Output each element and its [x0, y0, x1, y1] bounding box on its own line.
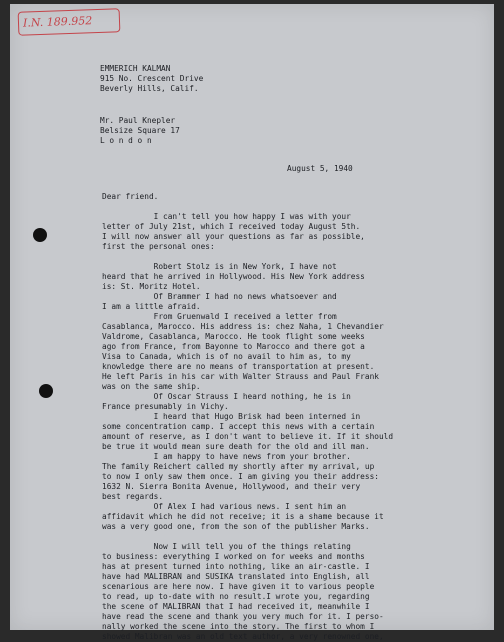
salutation: Dear friend.: [102, 192, 159, 201]
recipient-city: L o n d o n: [100, 136, 152, 145]
punch-hole: [33, 228, 47, 242]
body-line: I will now answer all your questions as far as possible,: [102, 232, 365, 241]
body-line: is: St. Moritz Hotel.: [102, 282, 201, 291]
body-line: to read, up to-date with no result.I wrote you, regarding: [102, 592, 370, 601]
archive-number-stamp: [18, 8, 121, 36]
body-line: to now I only saw them once. I am giving you their address:: [102, 472, 379, 481]
body-line: I can't tell you how happy I was with your: [102, 212, 351, 221]
body-line: [102, 252, 393, 262]
body-line: Casablanca, Marocco. His address is: chez Naha, 1 Chevandier: [102, 322, 384, 331]
punch-hole: [39, 384, 53, 398]
body-line: was a very good one, from the son of the publisher Marks.: [102, 522, 370, 531]
body-line: Visa to Canada, which is of no avail to him as, to my: [102, 352, 351, 361]
recipient-address: [100, 116, 180, 146]
body-line: to business: everything I worked on for weeks and months: [102, 552, 365, 561]
body-line: letter of July 21st, which I received today August 5th.: [102, 222, 361, 231]
body-line: be true it would mean sure death for the old and ill man.: [102, 442, 370, 451]
body-line: Of Brammer I had no news whatsoever and: [102, 292, 337, 301]
body-line: scenarious are here now. I have given it to various people: [102, 582, 375, 591]
body-line: have read the scene and thank you very much for it. I perso-: [102, 612, 384, 621]
body-line: Robert Stolz is in New York, I have not: [102, 262, 337, 271]
body-line: I am happy to have news from your brother.: [102, 452, 351, 461]
body-line: The family Reichert called my shortly after my arrival, up: [102, 462, 375, 471]
recipient-street: Belsize Square 17: [100, 126, 180, 135]
body-line: France presumably in Vichy.: [102, 402, 229, 411]
body-line: have had MALIBRAN and SUSIKA translated into English, all: [102, 572, 370, 581]
body-line: heard that he arrived in Hollywood. His New York address: [102, 272, 365, 281]
body-line: Valdrome, Casablanca, Marocco. He took flight some weeks: [102, 332, 365, 341]
body-line: Of Alex I had various news. I sent him an: [102, 502, 347, 511]
archive-number-text: I.N. 189.952: [22, 14, 93, 30]
body-line: amount of reserve, as I don't want to believe it. If it should: [102, 432, 394, 441]
body-line: some concentration camp. I accept this news with a certain: [102, 422, 375, 431]
letter-body: [102, 212, 393, 642]
body-line: 1632 N. Sierra Bonita Avenue, Hollywood, and their very: [102, 482, 361, 491]
body-line: I am a little afraid.: [102, 302, 201, 311]
sender-city: Beverly Hills, Calif.: [100, 84, 199, 93]
body-line: was on the same ship.: [102, 382, 201, 391]
body-line: first the personal ones:: [102, 242, 215, 251]
recipient-name: Mr. Paul Knepler: [100, 116, 176, 125]
body-line: He left Paris in his car with Walter Strauss and Paul Frank: [102, 372, 379, 381]
body-line: has at present turned into nothing, like an air-castle. I: [102, 562, 370, 571]
body-line: the scene of MALIBRAN that I had received it, meanwhile I: [102, 602, 370, 611]
body-line: best regards.: [102, 492, 164, 501]
body-line: showed Malibran was an old text author, a very renowned one,: [102, 632, 384, 641]
body-line: nally worked the scene into the story. The first to whom I: [102, 622, 375, 631]
body-line: ago from France, from Bayonne to Marocco and there got a: [102, 342, 365, 351]
sender-name: EMMERICH KALMAN: [100, 64, 171, 73]
letter-date: August 5, 1940: [287, 164, 353, 173]
body-line: Now I will tell you of the things relating: [102, 542, 351, 551]
sender-street: 915 No. Crescent Drive: [100, 74, 204, 83]
body-line: affidavit which he did not receive; it is a shame because it: [102, 512, 384, 521]
body-line: Of Oscar Strauss I heard nothing, he is in: [102, 392, 351, 401]
body-line: knowledge there are no means of transportation at present.: [102, 362, 375, 371]
body-line: From Gruenwald I received a letter from: [102, 312, 337, 321]
sender-address: [100, 64, 203, 94]
body-line: [102, 532, 393, 542]
letter-page: [10, 4, 494, 641]
body-line: I heard that Hugo Brisk had been interned in: [102, 412, 361, 421]
